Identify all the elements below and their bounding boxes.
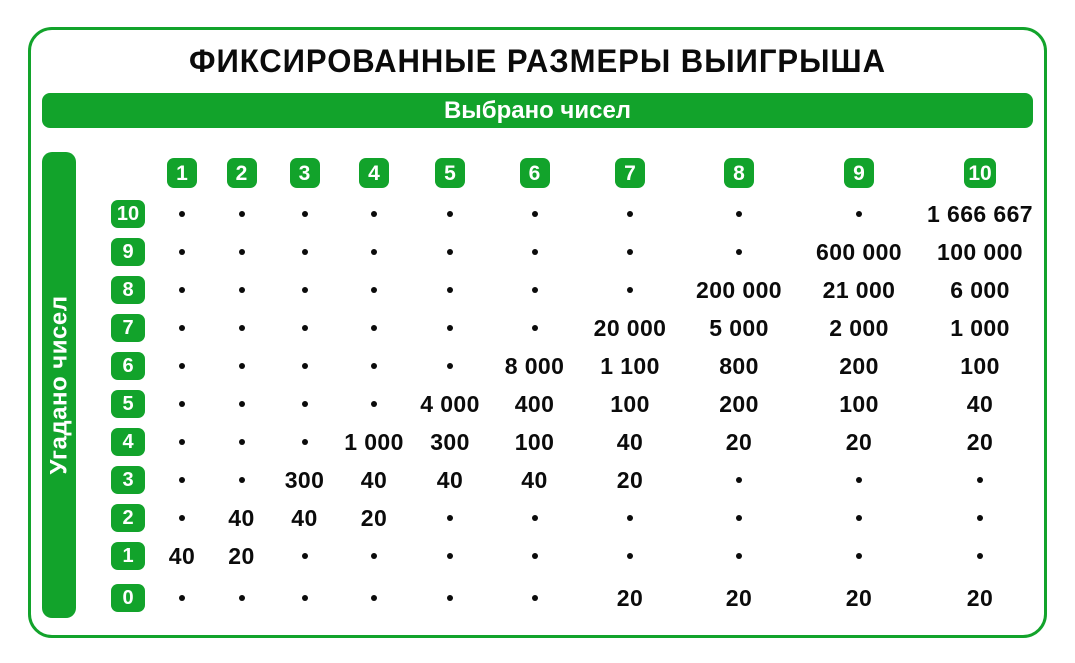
- prize-value: 20: [966, 584, 994, 611]
- prize-value: 5 000: [709, 314, 769, 341]
- empty-dot-icon: [302, 553, 308, 559]
- empty-dot-icon: [179, 401, 185, 407]
- prize-value: 20: [228, 542, 255, 569]
- empty-dot-icon: [239, 287, 245, 293]
- prize-value: 40: [291, 504, 318, 531]
- prize-cell: [579, 575, 681, 621]
- prize-value: 21 000: [822, 276, 896, 303]
- prize-value: 1 000: [950, 314, 1010, 341]
- prize-cell: [338, 271, 410, 309]
- prize-cell: [212, 537, 271, 575]
- prize-cell: [410, 385, 490, 423]
- prize-cell: [490, 309, 579, 347]
- empty-dot-icon: [179, 439, 185, 445]
- empty-dot-icon: [179, 515, 185, 521]
- empty-dot-icon: [371, 595, 377, 601]
- prize-value: 6 000: [950, 276, 1010, 303]
- prize-value: 400: [514, 390, 555, 417]
- prize-cell: [410, 461, 490, 499]
- empty-dot-icon: [239, 439, 245, 445]
- prize-cell: [681, 309, 797, 347]
- empty-dot-icon: [371, 553, 377, 559]
- prize-cell: [271, 347, 338, 385]
- prize-value: 1 666 667: [927, 200, 1033, 227]
- prize-cell: [410, 499, 490, 537]
- empty-dot-icon: [371, 325, 377, 331]
- empty-dot-icon: [977, 515, 983, 521]
- empty-dot-icon: [532, 595, 538, 601]
- prize-cell: [579, 195, 681, 233]
- prize-cell: [212, 271, 271, 309]
- prize-cell: [681, 385, 797, 423]
- row-header-cell: [104, 347, 152, 385]
- prize-value: 40: [228, 504, 255, 531]
- prize-cell: [212, 385, 271, 423]
- prize-cell: [490, 347, 579, 385]
- empty-dot-icon: [447, 211, 453, 217]
- prize-cell: [152, 309, 212, 347]
- prize-cell: [271, 309, 338, 347]
- prize-value: 200: [839, 352, 879, 379]
- page-title: ФИКСИРОВАННЫЕ РАЗМЕРЫ ВЫИГРЫША: [189, 43, 886, 79]
- empty-dot-icon: [302, 325, 308, 331]
- empty-dot-icon: [856, 477, 862, 483]
- empty-dot-icon: [447, 249, 453, 255]
- prize-value: 20: [360, 504, 388, 531]
- row-header-badge: 6: [111, 352, 145, 380]
- prize-cell: [490, 271, 579, 309]
- prize-cell: [338, 423, 410, 461]
- prize-cell: [490, 195, 579, 233]
- prize-cell: [152, 423, 212, 461]
- column-header-badge: 8: [724, 158, 754, 188]
- empty-dot-icon: [627, 515, 633, 521]
- empty-dot-icon: [179, 249, 185, 255]
- prize-cell: [921, 347, 1039, 385]
- row-header-cell: [104, 271, 152, 309]
- prize-cell: [338, 537, 410, 575]
- empty-dot-icon: [532, 287, 538, 293]
- prize-value: 100: [610, 390, 650, 417]
- row-header-badge: 10: [111, 200, 145, 228]
- prize-cell: [271, 385, 338, 423]
- prize-cell: [681, 195, 797, 233]
- empty-dot-icon: [856, 211, 862, 217]
- empty-dot-icon: [532, 249, 538, 255]
- prize-cell: [410, 423, 490, 461]
- column-header-cell: [271, 151, 338, 195]
- prize-cell: [271, 195, 338, 233]
- prize-value: 20: [725, 428, 753, 455]
- prize-cell: [797, 309, 921, 347]
- prize-value: 20: [966, 428, 994, 455]
- prize-cell: [152, 499, 212, 537]
- prize-value: 200 000: [696, 276, 782, 303]
- prize-cell: [152, 537, 212, 575]
- prize-cell: [921, 499, 1039, 537]
- prize-cell: [338, 385, 410, 423]
- prize-cell: [797, 347, 921, 385]
- prize-cell: [338, 195, 410, 233]
- prize-cell: [921, 461, 1039, 499]
- row-header-cell: [104, 233, 152, 271]
- column-header-cell: [410, 151, 490, 195]
- prize-cell: [797, 195, 921, 233]
- prize-value: 2 000: [829, 314, 889, 341]
- prize-value: 20 000: [593, 314, 667, 341]
- prize-value: 1 100: [600, 352, 660, 379]
- prize-value: 20: [845, 428, 873, 455]
- column-header-cell: [681, 151, 797, 195]
- column-header-cell: [338, 151, 410, 195]
- column-header-cell: [152, 151, 212, 195]
- prize-cell: [797, 575, 921, 621]
- prize-cell: [212, 347, 271, 385]
- prize-cell: [681, 575, 797, 621]
- prize-cell: [271, 233, 338, 271]
- prize-value: 20: [616, 466, 644, 493]
- prize-cell: [152, 385, 212, 423]
- prize-cell: [797, 385, 921, 423]
- empty-dot-icon: [447, 553, 453, 559]
- prize-cell: [797, 461, 921, 499]
- prize-cell: [410, 575, 490, 621]
- row-header-badge: 5: [111, 390, 145, 418]
- prize-cell: [797, 537, 921, 575]
- prize-value: 4 000: [420, 390, 480, 417]
- empty-dot-icon: [302, 595, 308, 601]
- prize-cell: [271, 461, 338, 499]
- prize-cell: [338, 499, 410, 537]
- column-header-cell: [797, 151, 921, 195]
- prize-value: 100 000: [937, 238, 1023, 265]
- prize-cell: [921, 575, 1039, 621]
- prize-cell: [579, 385, 681, 423]
- prize-table: [104, 151, 1039, 621]
- prize-cell: [921, 385, 1039, 423]
- prize-cell: [212, 423, 271, 461]
- prize-cell: [490, 233, 579, 271]
- empty-dot-icon: [532, 211, 538, 217]
- prize-cell: [921, 271, 1039, 309]
- prize-cell: [579, 271, 681, 309]
- empty-dot-icon: [302, 401, 308, 407]
- prize-cell: [579, 499, 681, 537]
- empty-dot-icon: [627, 287, 633, 293]
- prize-cell: [338, 233, 410, 271]
- prize-cell: [681, 537, 797, 575]
- prize-cell: [212, 499, 271, 537]
- prize-cell: [921, 233, 1039, 271]
- prize-cell: [152, 347, 212, 385]
- column-header-cell: [490, 151, 579, 195]
- row-header-badge: 3: [111, 466, 145, 494]
- prize-cell: [410, 537, 490, 575]
- prize-cell: [579, 537, 681, 575]
- empty-dot-icon: [371, 211, 377, 217]
- prize-cell: [921, 423, 1039, 461]
- prize-cell: [579, 423, 681, 461]
- prize-cell: [152, 195, 212, 233]
- prize-value: 100: [514, 428, 555, 455]
- column-header-cell: [579, 151, 681, 195]
- empty-dot-icon: [302, 211, 308, 217]
- prize-cell: [271, 423, 338, 461]
- prize-cell: [579, 233, 681, 271]
- prize-cell: [921, 195, 1039, 233]
- guessed-numbers-label: Угадано чисел: [45, 295, 72, 475]
- empty-dot-icon: [302, 249, 308, 255]
- prize-cell: [338, 309, 410, 347]
- prize-value: 20: [845, 584, 873, 611]
- prize-cell: [152, 575, 212, 621]
- prize-cell: [338, 461, 410, 499]
- empty-dot-icon: [371, 287, 377, 293]
- empty-dot-icon: [447, 515, 453, 521]
- prize-cell: [579, 347, 681, 385]
- prize-cell: [410, 195, 490, 233]
- empty-dot-icon: [627, 249, 633, 255]
- prize-value: 40: [966, 390, 994, 417]
- prize-cell: [579, 309, 681, 347]
- empty-dot-icon: [179, 363, 185, 369]
- row-header-badge: 2: [111, 504, 145, 532]
- column-header-badge: 2: [227, 158, 257, 188]
- empty-dot-icon: [447, 325, 453, 331]
- empty-dot-icon: [302, 287, 308, 293]
- prize-cell: [152, 271, 212, 309]
- row-header-badge: 1: [111, 542, 145, 570]
- column-header-badge: 1: [167, 158, 197, 188]
- prize-value: 300: [284, 466, 325, 493]
- prize-cell: [212, 309, 271, 347]
- prize-cell: [212, 195, 271, 233]
- column-header-badge: 10: [964, 158, 995, 188]
- prize-cell: [410, 309, 490, 347]
- prize-cell: [152, 461, 212, 499]
- empty-dot-icon: [447, 363, 453, 369]
- prize-value: 100: [960, 352, 1000, 379]
- empty-dot-icon: [977, 477, 983, 483]
- row-header-badge: 7: [111, 314, 145, 342]
- empty-dot-icon: [239, 249, 245, 255]
- prize-cell: [681, 499, 797, 537]
- empty-dot-icon: [239, 595, 245, 601]
- prize-cell: [921, 309, 1039, 347]
- prize-value: 40: [521, 466, 548, 493]
- empty-dot-icon: [371, 249, 377, 255]
- empty-dot-icon: [627, 553, 633, 559]
- empty-dot-icon: [239, 211, 245, 217]
- empty-dot-icon: [736, 515, 742, 521]
- prize-cell: [681, 271, 797, 309]
- prize-value: 1 000: [344, 428, 404, 455]
- empty-dot-icon: [239, 363, 245, 369]
- empty-dot-icon: [532, 515, 538, 521]
- empty-dot-icon: [627, 211, 633, 217]
- prize-cell: [152, 233, 212, 271]
- empty-dot-icon: [179, 325, 185, 331]
- empty-dot-icon: [736, 553, 742, 559]
- prize-cell: [410, 271, 490, 309]
- prize-cell: [797, 499, 921, 537]
- prize-value: 8 000: [504, 352, 565, 379]
- empty-dot-icon: [302, 363, 308, 369]
- empty-dot-icon: [179, 595, 185, 601]
- empty-dot-icon: [736, 249, 742, 255]
- prize-value: 800: [719, 352, 759, 379]
- prize-cell: [410, 347, 490, 385]
- prize-cell: [271, 271, 338, 309]
- empty-dot-icon: [532, 553, 538, 559]
- prize-cell: [681, 233, 797, 271]
- chosen-numbers-header: Выбрано чисел: [42, 93, 1033, 128]
- prize-table-card: [28, 27, 1047, 638]
- row-header-cell: [104, 385, 152, 423]
- row-header-cell: [104, 537, 152, 575]
- empty-dot-icon: [856, 553, 862, 559]
- empty-dot-icon: [239, 325, 245, 331]
- empty-dot-icon: [179, 287, 185, 293]
- empty-dot-icon: [447, 595, 453, 601]
- empty-dot-icon: [179, 211, 185, 217]
- column-header-badge: 7: [615, 158, 645, 188]
- row-header-badge: 0: [111, 584, 145, 612]
- empty-dot-icon: [532, 325, 538, 331]
- prize-value: 600 000: [816, 238, 902, 265]
- prize-cell: [681, 423, 797, 461]
- row-header-badge: 9: [111, 238, 145, 266]
- column-header-badge: 3: [290, 158, 320, 188]
- empty-dot-icon: [856, 515, 862, 521]
- prize-cell: [921, 537, 1039, 575]
- row-header-cell: [104, 309, 152, 347]
- prize-cell: [797, 271, 921, 309]
- prize-value: 100: [839, 390, 879, 417]
- prize-cell: [797, 423, 921, 461]
- prize-cell: [490, 575, 579, 621]
- prize-cell: [797, 233, 921, 271]
- prize-cell: [490, 385, 579, 423]
- row-header-cell: [104, 575, 152, 621]
- empty-dot-icon: [371, 363, 377, 369]
- prize-cell: [490, 423, 579, 461]
- empty-dot-icon: [239, 401, 245, 407]
- prize-cell: [681, 461, 797, 499]
- prize-cell: [212, 461, 271, 499]
- guessed-numbers-sidebar: [42, 152, 76, 618]
- prize-value: 40: [168, 542, 196, 569]
- column-header-badge: 9: [844, 158, 874, 188]
- row-header-badge: 4: [111, 428, 145, 456]
- empty-dot-icon: [736, 477, 742, 483]
- table-corner: [104, 151, 152, 195]
- prize-value: 20: [725, 584, 753, 611]
- prize-value: 20: [616, 584, 644, 611]
- row-header-badge: 8: [111, 276, 145, 304]
- prize-cell: [212, 575, 271, 621]
- prize-cell: [490, 537, 579, 575]
- prize-cell: [681, 347, 797, 385]
- column-header-badge: 6: [520, 158, 550, 188]
- prize-value: 40: [360, 466, 388, 493]
- column-header-cell: [921, 151, 1039, 195]
- prize-value: 40: [616, 428, 644, 455]
- row-header-cell: [104, 423, 152, 461]
- empty-dot-icon: [302, 439, 308, 445]
- empty-dot-icon: [977, 553, 983, 559]
- empty-dot-icon: [371, 401, 377, 407]
- prize-cell: [271, 537, 338, 575]
- prize-cell: [338, 575, 410, 621]
- prize-cell: [212, 233, 271, 271]
- column-header-badge: 5: [435, 158, 465, 188]
- prize-cell: [490, 499, 579, 537]
- empty-dot-icon: [447, 287, 453, 293]
- empty-dot-icon: [239, 477, 245, 483]
- prize-cell: [579, 461, 681, 499]
- column-header-cell: [212, 151, 271, 195]
- prize-value: 200: [719, 390, 759, 417]
- row-header-cell: [104, 461, 152, 499]
- prize-cell: [271, 499, 338, 537]
- row-header-cell: [104, 499, 152, 537]
- prize-value: 40: [436, 466, 464, 493]
- empty-dot-icon: [736, 211, 742, 217]
- prize-cell: [271, 575, 338, 621]
- prize-cell: [490, 461, 579, 499]
- prize-cell: [338, 347, 410, 385]
- prize-value: 300: [430, 428, 470, 455]
- empty-dot-icon: [179, 477, 185, 483]
- column-header-badge: 4: [359, 158, 389, 188]
- prize-cell: [410, 233, 490, 271]
- row-header-cell: [104, 195, 152, 233]
